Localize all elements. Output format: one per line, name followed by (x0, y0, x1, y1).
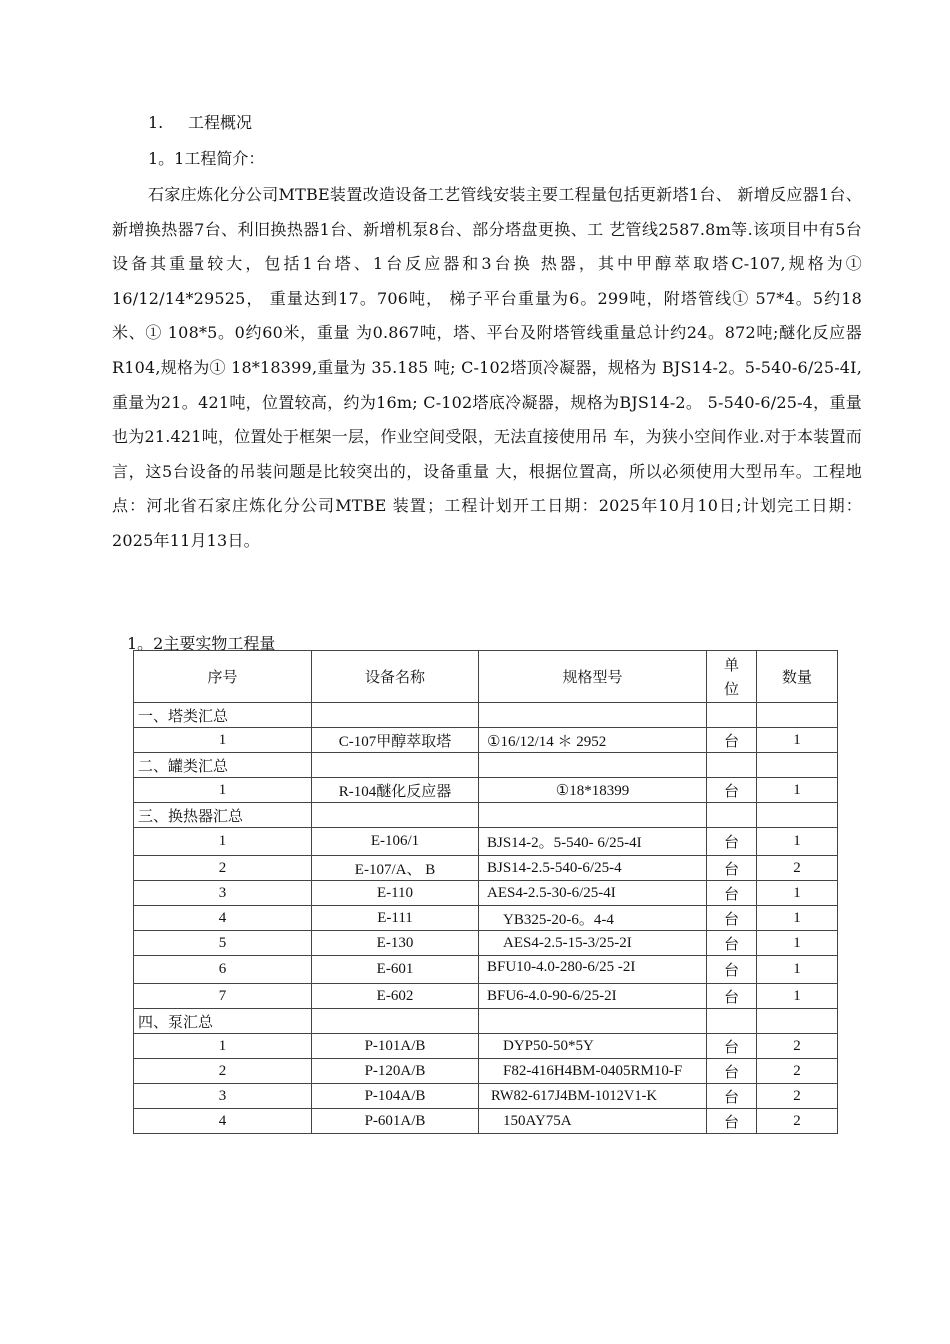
section-heading (148, 110, 252, 133)
cell-name: E-602 (312, 984, 479, 1009)
section-title-cell: 二、罐类汇总 (134, 753, 312, 778)
cell-no: 4 (134, 906, 312, 931)
cell-qty: 1 (757, 956, 838, 984)
header-qty: 数量 (757, 651, 838, 703)
cell-spec: BJS14-2.5-540-6/25-4 (479, 856, 707, 881)
cell-unit: 台 (707, 931, 757, 956)
cell-spec: YB325-20-6。4-4 (479, 906, 707, 931)
cell-spec: ①18*18399 (479, 778, 707, 803)
cell-name: E-601 (312, 956, 479, 984)
cell-no: 3 (134, 1084, 312, 1109)
section-title-cell: 四、泵汇总 (134, 1009, 312, 1034)
subsection-heading-quantities: 1。2主要实物工程量 (127, 634, 276, 653)
cell-spec: DYP50-50*5Y (479, 1034, 707, 1059)
cell-qty: 1 (757, 984, 838, 1009)
cell-spec: ①16/12/14 ＊ 2952 (479, 728, 707, 753)
section-number: 1. (148, 113, 164, 132)
section-row (134, 703, 838, 728)
cell-qty: 1 (757, 931, 838, 956)
cell-unit: 台 (707, 1034, 757, 1059)
section-row (134, 803, 838, 828)
table-row (134, 956, 838, 984)
table-row (134, 984, 838, 1009)
cell-name: R-104醚化反应器 (312, 778, 479, 803)
cell-name: E-111 (312, 906, 479, 931)
cell-unit: 台 (707, 1059, 757, 1084)
table-row (134, 1084, 838, 1109)
cell-no: 1 (134, 828, 312, 856)
cell-unit: 台 (707, 984, 757, 1009)
cell-no: 2 (134, 856, 312, 881)
cell-name: E-107/A、 B (312, 856, 479, 881)
cell-unit: 台 (707, 828, 757, 856)
cell-qty: 2 (757, 1034, 838, 1059)
cell-unit: 台 (707, 728, 757, 753)
cell-unit: 台 (707, 778, 757, 803)
cell-spec: 150AY75A (479, 1109, 707, 1134)
cell-name: P-601A/B (312, 1109, 479, 1134)
cell-qty: 1 (757, 778, 838, 803)
cell-unit: 台 (707, 1109, 757, 1134)
table-row (134, 1109, 838, 1134)
table-header-row (134, 651, 838, 703)
cell-spec: RW82-617J4BM-1012V1-K (479, 1084, 707, 1109)
table-row (134, 881, 838, 906)
cell-no: 5 (134, 931, 312, 956)
cell-qty: 1 (757, 728, 838, 753)
cell-unit: 台 (707, 906, 757, 931)
cell-unit: 台 (707, 956, 757, 984)
section-title-cell: 一、塔类汇总 (134, 703, 312, 728)
cell-spec: BJS14-2。5-540- 6/25-4I (479, 828, 707, 856)
cell-no: 4 (134, 1109, 312, 1134)
table-row (134, 856, 838, 881)
header-unit: 单位 (707, 651, 757, 703)
cell-no: 1 (134, 778, 312, 803)
cell-spec: AES4-2.5-30-6/25-4I (479, 881, 707, 906)
cell-qty: 2 (757, 1084, 838, 1109)
section-title-cell: 三、换热器汇总 (134, 803, 312, 828)
cell-qty: 2 (757, 1059, 838, 1084)
cell-unit: 台 (707, 1084, 757, 1109)
cell-qty: 2 (757, 856, 838, 881)
section-row (134, 1009, 838, 1034)
table-row (134, 1034, 838, 1059)
table-row (134, 1059, 838, 1084)
cell-name: P-101A/B (312, 1034, 479, 1059)
table-row (134, 778, 838, 803)
cell-qty: 1 (757, 906, 838, 931)
table-row (134, 828, 838, 856)
cell-no: 3 (134, 881, 312, 906)
cell-no: 7 (134, 984, 312, 1009)
section-row (134, 753, 838, 778)
cell-name: P-104A/B (312, 1084, 479, 1109)
cell-name: E-110 (312, 881, 479, 906)
table-row (134, 906, 838, 931)
cell-name: E-130 (312, 931, 479, 956)
cell-no: 1 (134, 728, 312, 753)
cell-spec: BFU6-4.0-90-6/25-2I (479, 984, 707, 1009)
cell-no: 2 (134, 1059, 312, 1084)
cell-unit: 台 (707, 856, 757, 881)
cell-unit: 台 (707, 881, 757, 906)
cell-name: P-120A/B (312, 1059, 479, 1084)
cell-qty: 1 (757, 828, 838, 856)
section-title: 工程概况 (188, 113, 253, 132)
header-name: 设备名称 (312, 651, 479, 703)
cell-no: 6 (134, 956, 312, 984)
cell-spec: BFU10-4.0-280-6/25 -2I (479, 956, 707, 984)
header-spec: 规格型号 (479, 651, 707, 703)
table-row (134, 728, 838, 753)
quantities-table (133, 650, 838, 1134)
cell-qty: 1 (757, 881, 838, 906)
cell-no: 1 (134, 1034, 312, 1059)
cell-name: C-107甲醇萃取塔 (312, 728, 479, 753)
table-row (134, 931, 838, 956)
header-no: 序号 (134, 651, 312, 703)
subsection-heading-intro: 1。1工程简介： (148, 149, 265, 168)
cell-name: E-106/1 (312, 828, 479, 856)
intro-paragraph: 石家庄炼化分公司MTBE装置改造设备工艺管线安装主要工程量包括更新塔1台、 新增反应器1台、新增换热器7台、利旧换热器1台、新增机泵8台、部分塔盘更换、工 艺管线2587.8m等.该项目中有5台设备其重量较大，包括1台塔、1台反应器和3台换 热器，其中甲醇萃取塔C-107,规格为① 16/12/14*29525， 重量达到17。706吨， 梯子平台重量为6。299吨，附塔管线① 57*4。5约18米、① 108*5。0约60米，重量 为0.867吨，塔、平台及附塔管线重量总计约24。872吨;醚化反应器R104,规格为① 18*18399,重量为 35.185 吨; C-102塔顶冷凝器，规格为 BJS14-2。5-540-6/25-4I, 重量为21。421吨，位置较高，约为16m; C-102塔底冷凝器，规格为BJS14-2。 5-540-6/25-4，重量也为21.421吨，位置处于框架一层，作业空间受限，无法直接使用吊 车，为狭小空间作业.对于本装置而言，这5台设备的吊装问题是比较突出的，设备重量 大，根据位置高，所以必须使用大型吊车。工程地点：河北省石家庄炼化分公司MTBE 装置；工程计划开工日期：2025年10月10日;计划完工日期：2025年11月13日。 (112, 185, 862, 550)
cell-spec: F82-416H4BM-0405RM10-F (479, 1059, 707, 1084)
cell-qty: 2 (757, 1109, 838, 1134)
cell-spec: AES4-2.5-15-3/25-2I (479, 931, 707, 956)
